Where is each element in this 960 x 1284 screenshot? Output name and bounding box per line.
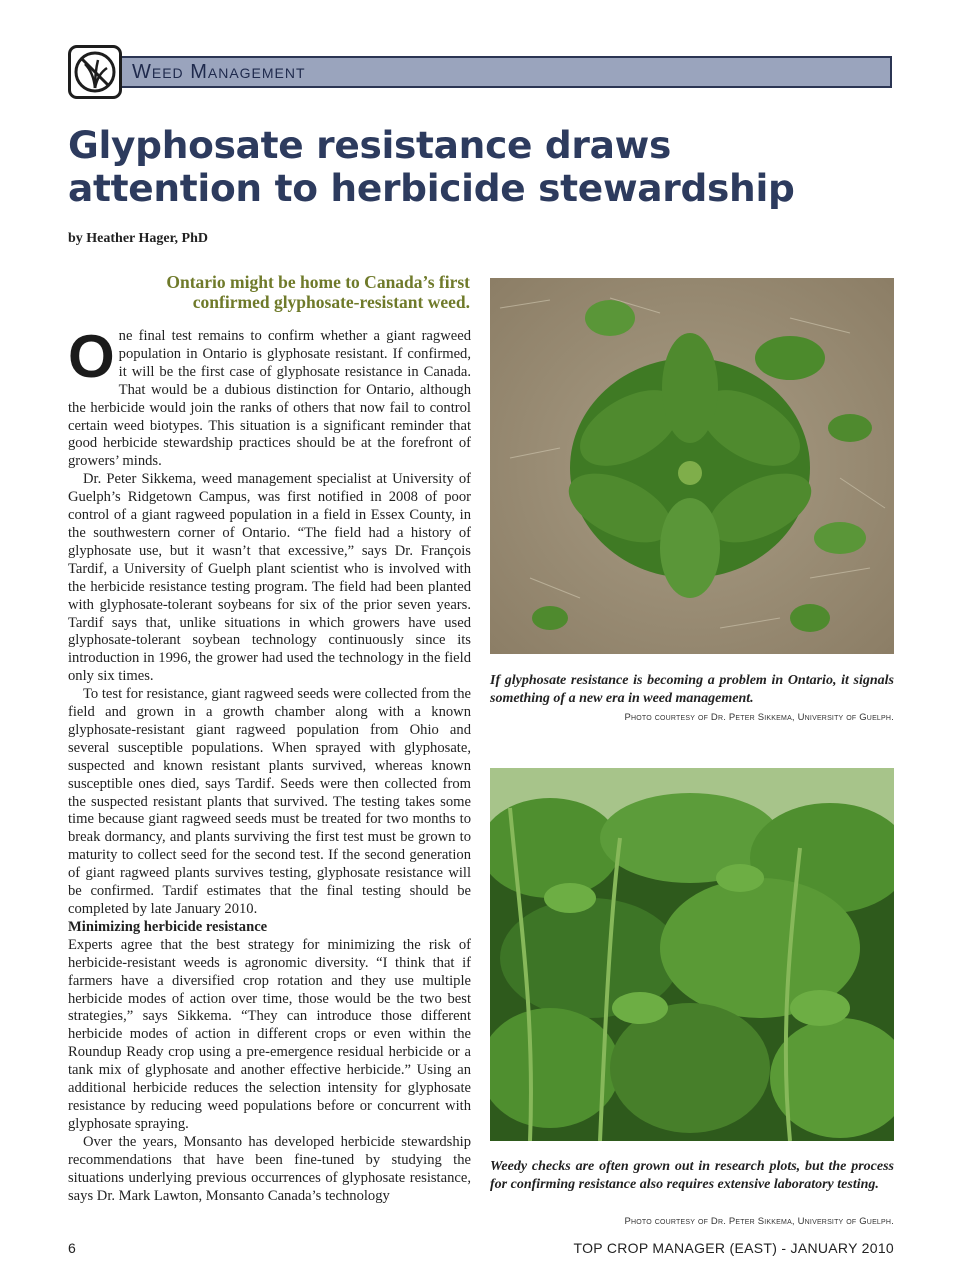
photo-weedy-research-plot — [490, 768, 894, 1141]
weed-logo-icon — [68, 45, 122, 99]
photo-caption: If glyphosate resistance is becoming a problem in Ontario, it signals something of a new era in weed management. — [490, 673, 894, 706]
deck-line-2: confirmed glyphosate-resistant weed. — [192, 292, 470, 312]
paragraph-2: Dr. Peter Sikkema, weed management specialist at University of Guelph’s Ridgetown Campus, was first notified in 2008 of poor control of a giant ragweed population in a field in Essex County, in the southwestern corner of Ontario. “The field had a history of glyphosate use, but it wasn’t that excessive,” says Dr. François Tardif, a University of Guelph plant scientist who is involved with the herbicide resistance testing program. The field had been planted with glyphosate-tolerant soybeans for six of the prior seven years. Tardif says that, unlike situations in which growers have used glyphosate-tolerant soybean technology continuously since its introduction in 1996, the grower had used the technology in the field only six times. — [68, 471, 471, 685]
photo-caption: Weedy checks are often grown out in research plots, but the process for confirming resistance also requires extensive laboratory testing. — [490, 1159, 894, 1192]
article-deck — [120, 272, 470, 312]
paragraph-4: Experts agree that the best strategy for minimizing the risk of herbicide-resistant weeds is agronomic diversity. “I think that if farmers have a diversified crop rotation and they use multiple herbicide modes of action over time, those would be the two best strategies,” says Sikkema. “They can introduce those different herbicide modes of action in different crops or even within the Roundup Ready crop using a pre-emergence residual herbicide or a tank mix of glyphosate and another effective herbicide.” Using an additional herbicide reduces the selection intensity for glyphosate resistance by reducing weed populations before or concurrent with glyphosate spraying. — [68, 936, 471, 1132]
photo-credit: Photo courtesy of Dr. Peter Sikkema, University of Guelph. — [624, 712, 894, 723]
deck-line-1: Ontario might be home to Canada’s first — [166, 272, 470, 292]
subhead: Minimizing herbicide resistance — [68, 918, 268, 935]
section-header — [68, 45, 894, 100]
article-headline — [68, 124, 908, 210]
paragraph-3: To test for resistance, giant ragweed seeds were collected from the field and grown in a growth chamber along with a known glyphosate-resistant giant ragweed population from Ohio and several susceptible populations. When sprayed with glyphosate, suspected and known resistant plants survived, whereas known susceptible ones died, says Tardif. Seeds were then collected from the suspected resistant plants that survived. The testing takes some time because giant ragweed seeds must be treated for two months to break dormancy, and plants surviving the first test must be grown to maturity to collect seed for the second test. If the second generation of giant ragweed plants survives testing, glyphosate resistance will be confirmed. Tardif estimates that the final testing should be completed by late January 2010. — [68, 686, 471, 917]
paragraph-1-text: ne final test remains to confirm whether a giant ragweed population in Ontario is glyphosate resistant. If confirmed, it will be the first case of glyphosate resistance in Canada. That would be a dubious distinction for Ontario, although the herbicide would join the ranks of others that now fail to control certain weed biotypes. This situation is a significant reminder that good herbicide stewardship practices should be at the forefront of growers’ minds. — [68, 328, 471, 470]
drop-cap: O — [68, 323, 115, 390]
headline-line-2: attention to herbicide stewardship — [68, 166, 795, 210]
byline: by Heather Hager, PhD — [68, 231, 208, 246]
section-title: Weed Management — [132, 61, 306, 83]
headline-line-1: Glyphosate resistance draws — [68, 123, 671, 167]
photo-credit: Photo courtesy of Dr. Peter Sikkema, University of Guelph. — [624, 1216, 894, 1227]
paragraph-1 — [68, 323, 471, 471]
photo-giant-ragweed-field — [490, 278, 894, 654]
paragraph-5: Over the years, Monsanto has developed herbicide stewardship recommendations that have been fine-tuned by studying the situations underlying previous occurrences of glyphosate resistance, says Dr. Mark Lawton, Monsanto Canada’s technology — [68, 1133, 471, 1204]
article-body — [68, 323, 471, 1205]
publication-footer: TOP CROP MANAGER (EAST) - JANUARY 2010 — [573, 1240, 894, 1256]
section-bar — [108, 56, 892, 88]
page-number: 6 — [68, 1240, 76, 1256]
